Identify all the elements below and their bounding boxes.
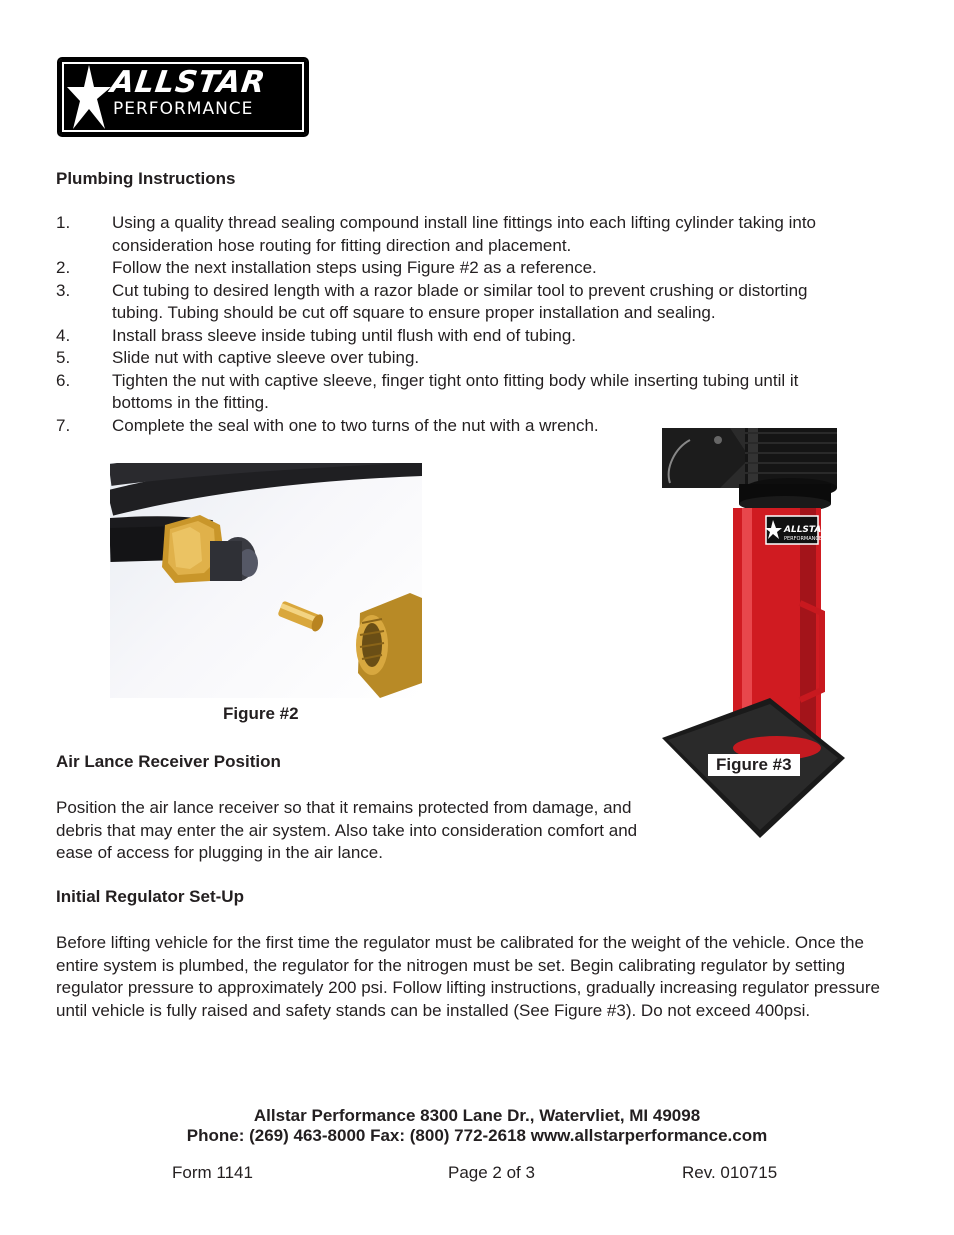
logo-brand-text: ALLSTAR [108, 65, 268, 100]
figure-3-caption: Figure #3 [708, 754, 800, 776]
step-text: Follow the next installation steps using Figure #2 as a reference. [112, 258, 597, 277]
plumbing-heading: Plumbing Instructions [56, 169, 236, 188]
step-5 [56, 347, 876, 370]
step-1 [56, 212, 876, 257]
step-text: Slide nut with captive sleeve over tubing. [112, 348, 420, 367]
footer-page-number: Page 2 of 3 [448, 1163, 535, 1182]
step-number: 5. [56, 348, 71, 367]
footer-revision: Rev. 010715 [682, 1163, 778, 1182]
figure-2-image [110, 463, 422, 698]
step-text: Install brass sleeve inside tubing until flush with end of tubing. [112, 325, 576, 345]
air-lance-body: Position the air lance receiver so that it remains protected from damage, and debris that may enter the air system. Also take into consideration comfort and ease of access for plugging in the air lance. [56, 798, 638, 862]
regulator-body: Before lifting vehicle for the first time the regulator must be calibrated for the weight of the vehicle. Once the entire system is plumbed, the regulator for the nitrogen must be set. Begin calibrating regulator by setting regulator pressure to approximately 200 psi. Follow lifting instructions, gradually increasing regulator pressure until vehicle is fully raised and safety stands can be installed (See Figure #3). Do not exceed 400psi. [56, 933, 880, 1020]
air-lance-heading: Air Lance Receiver Position [56, 752, 281, 771]
step-number: 1. [56, 213, 71, 232]
footer-address: Allstar Performance 8300 Lane Dr., Watervliet, MI 49098 [253, 1106, 701, 1125]
tube-label-text: ALLSTAR [784, 525, 829, 535]
regulator-heading: Initial Regulator Set-Up [56, 887, 244, 906]
figure-2-caption: Figure #2 [223, 704, 299, 723]
step-2 [56, 257, 876, 280]
figure-3-image [660, 428, 860, 843]
footer-form-number: Form 1141 [172, 1163, 253, 1182]
step-number: 3. [56, 280, 71, 300]
footer-contact: Phone: (269) 463-8000 Fax: (800) 772-2618 www.allstarperformance.com [186, 1126, 768, 1145]
step-text: Tighten the nut with captive sleeve, finger tight onto fitting body while inserting tubing until it bottoms in the fitting. [112, 370, 799, 412]
step-number: 7. [56, 415, 71, 435]
step-4 [56, 325, 876, 348]
step-6 [56, 370, 876, 415]
star-icon [67, 63, 111, 131]
step-number: 2. [56, 258, 71, 277]
step-text: Complete the seal with one to two turns of the nut with a wrench. [112, 415, 599, 435]
logo-sub-text: PERFORMANCE [113, 99, 254, 119]
plumbing-steps [56, 212, 876, 437]
step-text: Using a quality thread sealing compound install line fittings into each lifting cylinder taking into consideration hose routing for fitting direction and placement. [112, 213, 817, 255]
allstar-logo [57, 57, 309, 137]
step-number: 4. [56, 325, 71, 345]
step-3 [56, 280, 876, 325]
step-number: 6. [56, 370, 71, 390]
tube-label-sub: PERFORMANCE [784, 536, 823, 542]
step-text: Cut tubing to desired length with a razor blade or similar tool to prevent crushing or distorting tubing. Tubing should be cut off square to ensure proper installation and sealing. [112, 280, 808, 322]
